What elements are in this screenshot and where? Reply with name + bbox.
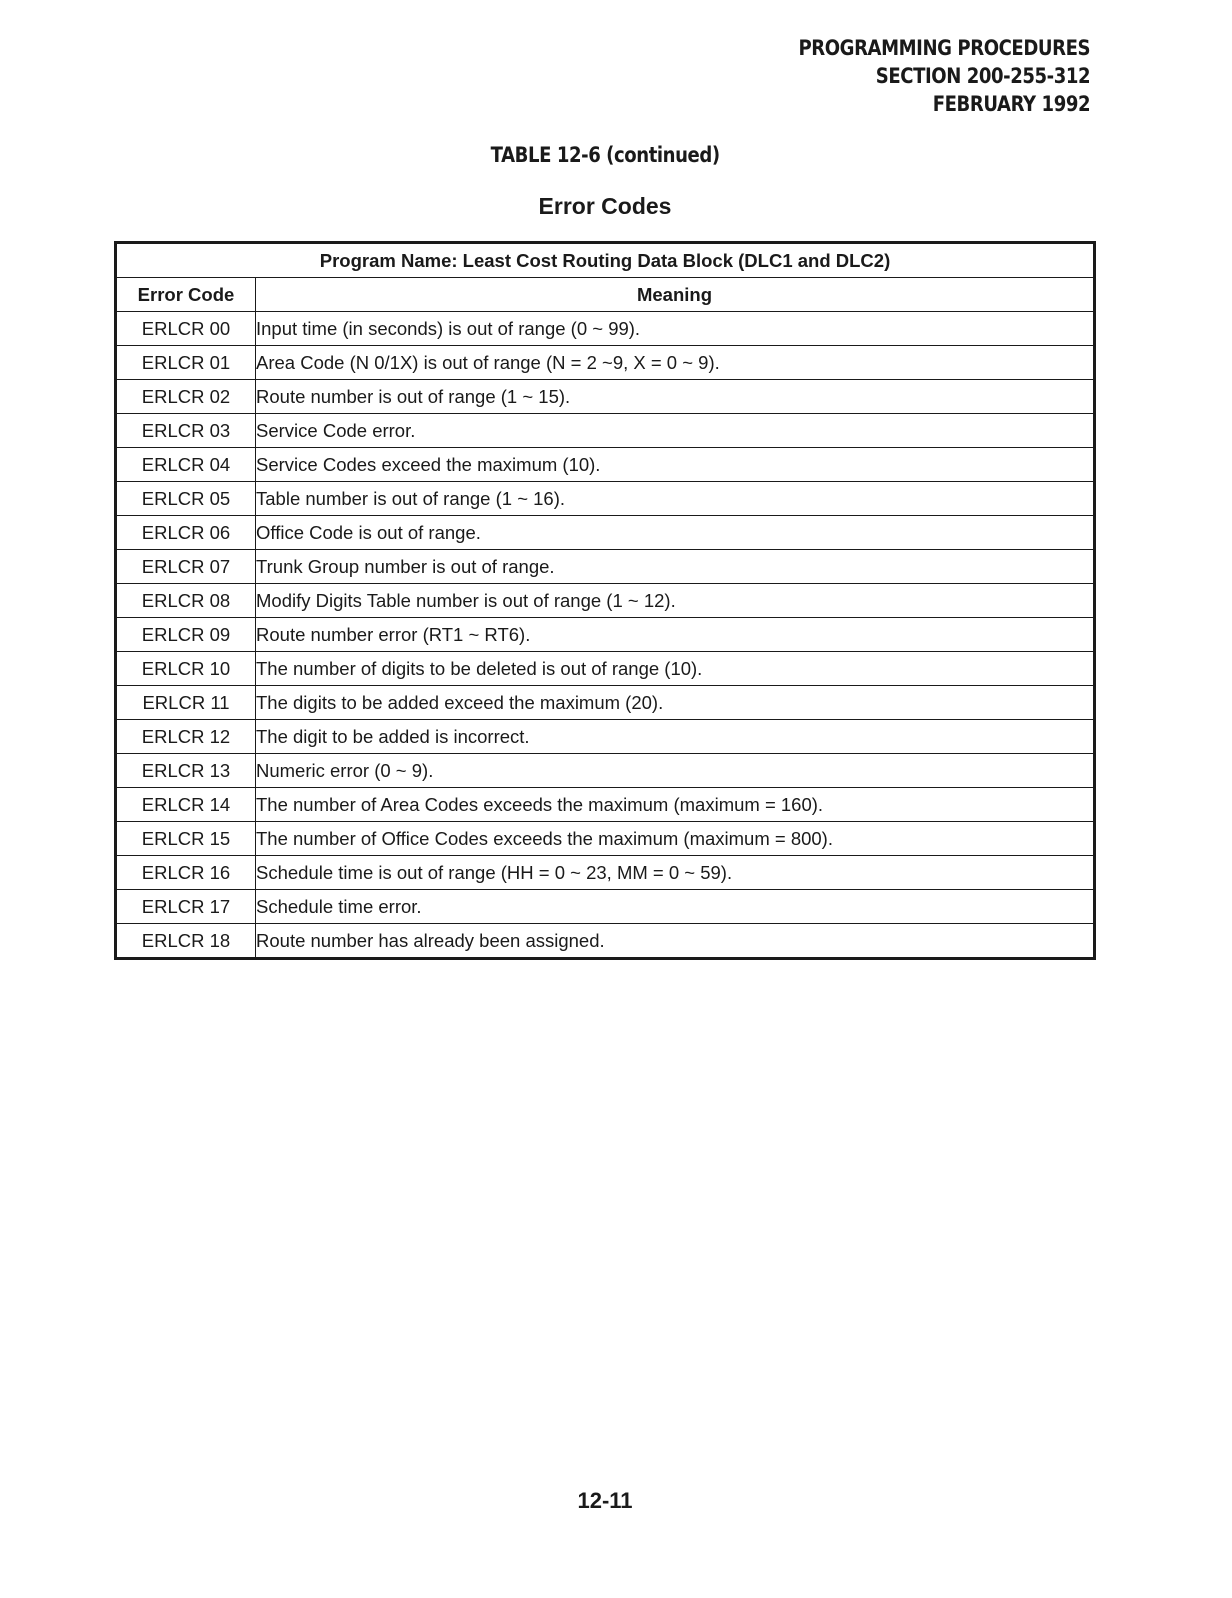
error-code-cell: ERLCR 05 bbox=[116, 482, 256, 516]
error-code-cell: ERLCR 10 bbox=[116, 652, 256, 686]
table-row bbox=[116, 856, 1095, 890]
table-row bbox=[116, 720, 1095, 754]
table-title: Error Codes bbox=[538, 193, 672, 219]
error-code-cell: ERLCR 04 bbox=[116, 448, 256, 482]
error-code-cell: ERLCR 01 bbox=[116, 346, 256, 380]
page-number: 12-11 bbox=[577, 1488, 633, 1513]
meaning-cell: Service Codes exceed the maximum (10). bbox=[256, 448, 1095, 482]
error-code-cell: ERLCR 15 bbox=[116, 822, 256, 856]
table-row bbox=[116, 686, 1095, 720]
table-row bbox=[116, 890, 1095, 924]
header-section: SECTION 200-255-312 bbox=[875, 64, 1090, 88]
meaning-cell: Schedule time is out of range (HH = 0 ~ 23, MM = 0 ~ 59). bbox=[256, 856, 1095, 890]
table-number-label: TABLE 12-6 (continued) bbox=[490, 143, 720, 167]
table-row bbox=[116, 550, 1095, 584]
meaning-cell: Schedule time error. bbox=[256, 890, 1095, 924]
error-code-cell: ERLCR 12 bbox=[116, 720, 256, 754]
error-code-cell: ERLCR 00 bbox=[116, 312, 256, 346]
meaning-cell: The number of digits to be deleted is out of range (10). bbox=[256, 652, 1095, 686]
table-row bbox=[116, 618, 1095, 652]
program-name-header: Program Name: Least Cost Routing Data Block (DLC1 and DLC2) bbox=[116, 243, 1095, 278]
meaning-cell: The digit to be added is incorrect. bbox=[256, 720, 1095, 754]
program-name-row bbox=[116, 243, 1095, 278]
table-row bbox=[116, 822, 1095, 856]
table-row bbox=[116, 380, 1095, 414]
header-title: PROGRAMMING PROCEDURES bbox=[798, 36, 1090, 60]
error-code-cell: ERLCR 06 bbox=[116, 516, 256, 550]
table-row bbox=[116, 448, 1095, 482]
error-code-cell: ERLCR 08 bbox=[116, 584, 256, 618]
table-row bbox=[116, 788, 1095, 822]
meaning-cell: Table number is out of range (1 ~ 16). bbox=[256, 482, 1095, 516]
column-header-row bbox=[116, 278, 1095, 312]
table-number bbox=[0, 143, 1210, 167]
meaning-cell: Service Code error. bbox=[256, 414, 1095, 448]
meaning-cell: Trunk Group number is out of range. bbox=[256, 550, 1095, 584]
meaning-cell: Route number is out of range (1 ~ 15). bbox=[256, 380, 1095, 414]
error-code-cell: ERLCR 18 bbox=[116, 924, 256, 959]
error-code-column-header: Error Code bbox=[116, 278, 256, 312]
error-code-cell: ERLCR 16 bbox=[116, 856, 256, 890]
meaning-cell: The number of Office Codes exceeds the maximum (maximum = 800). bbox=[256, 822, 1095, 856]
header-date: FEBRUARY 1992 bbox=[932, 92, 1090, 116]
error-code-cell: ERLCR 14 bbox=[116, 788, 256, 822]
table-row bbox=[116, 754, 1095, 788]
meaning-cell: Route number has already been assigned. bbox=[256, 924, 1095, 959]
table-row bbox=[116, 584, 1095, 618]
error-rows bbox=[116, 312, 1095, 959]
error-code-cell: ERLCR 09 bbox=[116, 618, 256, 652]
error-code-cell: ERLCR 13 bbox=[116, 754, 256, 788]
error-code-cell: ERLCR 17 bbox=[116, 890, 256, 924]
meaning-cell: Modify Digits Table number is out of range (1 ~ 12). bbox=[256, 584, 1095, 618]
meaning-cell: Area Code (N 0/1X) is out of range (N = 2 ~9, X = 0 ~ 9). bbox=[256, 346, 1095, 380]
meaning-column-header: Meaning bbox=[256, 278, 1095, 312]
meaning-cell: Office Code is out of range. bbox=[256, 516, 1095, 550]
error-code-cell: ERLCR 02 bbox=[116, 380, 256, 414]
error-codes-table bbox=[114, 241, 1096, 960]
error-code-cell: ERLCR 11 bbox=[116, 686, 256, 720]
table-row bbox=[116, 312, 1095, 346]
document-header bbox=[798, 34, 1090, 118]
meaning-cell: The digits to be added exceed the maximum (20). bbox=[256, 686, 1095, 720]
meaning-cell: Numeric error (0 ~ 9). bbox=[256, 754, 1095, 788]
table-row bbox=[116, 924, 1095, 959]
table-row bbox=[116, 516, 1095, 550]
table-row bbox=[116, 482, 1095, 516]
table-row bbox=[116, 346, 1095, 380]
table-row bbox=[116, 414, 1095, 448]
meaning-cell: Route number error (RT1 ~ RT6). bbox=[256, 618, 1095, 652]
error-code-cell: ERLCR 03 bbox=[116, 414, 256, 448]
meaning-cell: Input time (in seconds) is out of range (0 ~ 99). bbox=[256, 312, 1095, 346]
meaning-cell: The number of Area Codes exceeds the maximum (maximum = 160). bbox=[256, 788, 1095, 822]
error-code-cell: ERLCR 07 bbox=[116, 550, 256, 584]
table-row bbox=[116, 652, 1095, 686]
